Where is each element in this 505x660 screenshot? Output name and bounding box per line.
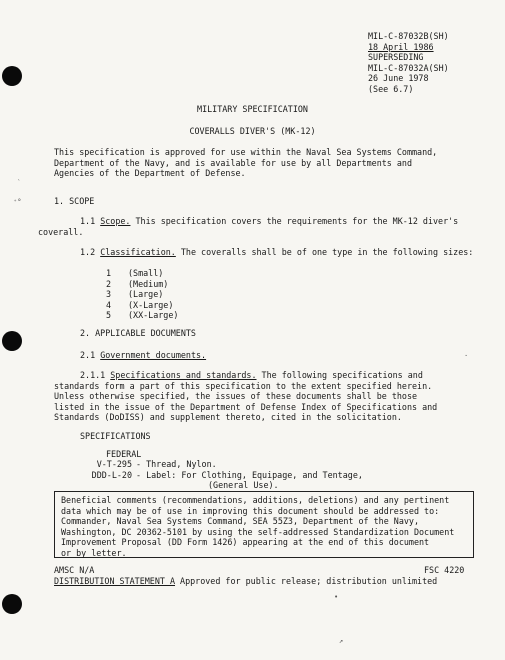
notice-line: data which may be of use in improving this document should be addressed to: (61, 505, 440, 516)
paragraph-number: 1.2 (80, 247, 96, 257)
intro-line: This specification is approved for use within the Naval Sea Systems Command, (54, 147, 438, 157)
federal-heading: FEDERAL (106, 449, 142, 459)
paragraph-number: 2.1 (80, 350, 96, 360)
comments-notice-box (54, 491, 474, 558)
scan-mark: · (464, 352, 469, 360)
paragraph-number: 1.1 (80, 216, 96, 226)
paragraph-text: listed in the issue of the Department of Defense Index of Specifications and (54, 401, 438, 412)
specs-list (40, 459, 363, 491)
paragraph-2-1-1 (54, 370, 437, 423)
section-1-heading: 1. SCOPE (54, 196, 95, 206)
page-subtitle: COVERALLS DIVER'S (MK-12) (189, 126, 316, 136)
paragraph-title: Government documents. (100, 350, 207, 360)
distribution-label: DISTRIBUTION STATEMENT A (54, 576, 176, 586)
distribution-text: Approved for public release; distribution unlimited (175, 576, 438, 586)
scan-mark: • (334, 593, 339, 601)
notice-line: or by letter. (61, 547, 127, 558)
paragraph-title: Scope. (100, 216, 131, 226)
punch-hole-top (2, 66, 22, 86)
paragraph-text: standards form a part of this specification to the extent specified herein. (54, 380, 433, 391)
scan-mark: ⁺° (13, 198, 22, 206)
paragraph-text: The coveralls shall be of one type in the following sizes: (175, 247, 474, 257)
list-item: 4 (X-Large) (106, 299, 174, 310)
paragraph-1-2 (80, 247, 473, 258)
paragraph-text: coverall. (38, 226, 84, 237)
punch-hole-bottom (2, 594, 22, 614)
prev-doc-id: MIL-C-87032A(SH) (368, 62, 449, 73)
paragraph-2-1 (80, 350, 206, 361)
superseding-label: SUPERSEDING (368, 52, 424, 63)
doc-date: 18 April 1986 (368, 41, 434, 52)
notice-line: Washington, DC 20362-5101 by using the self-addressed Standardization Document (61, 526, 455, 537)
prev-doc-date: 26 June 1978 (368, 73, 429, 84)
intro-line: Agencies of the Department of Defense. (54, 168, 246, 178)
list-item-continuation: (General Use). (208, 480, 279, 490)
list-item: 5 (XX-Large) (106, 310, 179, 320)
list-item: 1 (Small) (106, 268, 164, 278)
section-2-heading: 2. APPLICABLE DOCUMENTS (80, 328, 196, 338)
specifications-heading: SPECIFICATIONS (80, 431, 151, 441)
paragraph-title: Specifications and standards. (110, 370, 257, 380)
sizes-list (106, 268, 178, 321)
notice-line: Commander, Naval Sea Systems Command, SEA 55Z3, Department of the Navy, (61, 516, 419, 526)
list-item: V-T-295 - Thread, Nylon. (96, 459, 217, 469)
paragraph-text: This specification covers the requirements for the MK-12 diver's (130, 216, 459, 226)
intro-paragraph (54, 147, 437, 179)
paragraph-title: Classification. (100, 247, 176, 257)
notice-line: Improvement Proposal (DD Form 1426) appearing at the end of this document (61, 537, 430, 547)
list-item: DDD-L-20 - Label: For Clothing, Equipage, and Tentage, (91, 469, 363, 480)
scan-mark: ↗ (339, 637, 344, 645)
fsc-code: FSC 4220 (424, 565, 465, 575)
list-item: 2 (Medium) (106, 278, 169, 289)
paragraph-text: Unless otherwise specified, the issues of these documents shall be those (54, 391, 418, 401)
doc-id: MIL-C-87032B(SH) (368, 31, 449, 41)
scan-mark: ˋ (17, 179, 22, 187)
paragraph-1-1 (38, 216, 459, 237)
paragraph-text: The following specifications and (256, 370, 423, 380)
distribution-statement (54, 576, 437, 587)
punch-hole-middle (2, 331, 22, 351)
paragraph-number: 2.1.1 (80, 370, 106, 380)
list-item: 3 (Large) (106, 289, 164, 299)
page-title: MILITARY SPECIFICATION (197, 104, 308, 114)
intro-line: Department of the Navy, and is available for use by all Departments and (54, 157, 412, 168)
notice-line: Beneficial comments (recommendations, additions, deletions) and any pertinent (61, 495, 450, 505)
amsc-code: AMSC N/A (54, 565, 95, 575)
document-header (368, 31, 449, 95)
see-reference: (See 6.7) (368, 83, 414, 94)
paragraph-text: Standards (DoDISS) and supplement thereto, cited in the solicitation. (54, 412, 402, 422)
